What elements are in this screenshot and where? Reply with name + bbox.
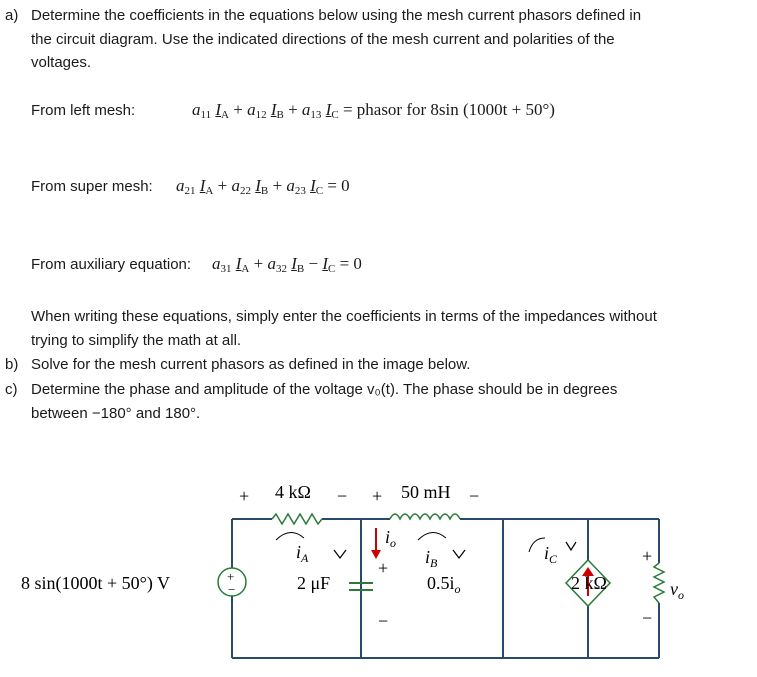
note-line1: When writing these equations, simply enter the coefficients in terms of the impedances without — [31, 308, 657, 325]
part-a-marker: a) — [5, 7, 19, 24]
part-b-text: Solve for the mesh current phasors as defined in the image below. — [31, 356, 471, 373]
left-mesh-equation: $a_{11}$ $I_A + a_{12}$ $I_B + a_{13}$ $I_C$ = phasor for 8sin (1000t + 50°) — [192, 100, 555, 121]
super-mesh-rhs: = 0 — [327, 176, 350, 195]
part-c-line2: between −180° and 180°. — [31, 405, 201, 422]
svg-text:+: + — [227, 569, 235, 584]
mesh-current-ia: $i_A$ — [296, 542, 309, 565]
part-a-line1: Determine the coefficients in the equations below using the mesh current phasors defined in — [31, 7, 642, 24]
l-plus: + — [372, 486, 383, 506]
r1-label: 4 kΩ — [275, 482, 311, 502]
r2-label: 2 kΩ — [571, 573, 607, 593]
super-mesh-label: From super mesh: — [31, 178, 153, 195]
aux-equation: $a_{31}$ $I_A + a_{32}$ $I_B - I_C = 0$ — [212, 254, 362, 275]
left-mesh-label: From left mesh: — [31, 102, 136, 119]
r1-minus: − — [337, 486, 348, 506]
svg-text:−: − — [228, 582, 236, 597]
resistor-2k — [654, 563, 664, 603]
part-b-marker: b) — [5, 356, 19, 373]
inductor-50mh — [390, 514, 460, 519]
part-a-line2: the circuit diagram. Use the indicated directions of the mesh current and polarities of the — [31, 31, 615, 48]
r1-plus: + — [239, 486, 250, 506]
cap-plus: + — [378, 558, 389, 578]
aux-rhs: = 0 — [339, 254, 362, 273]
vo-minus: − — [642, 608, 653, 628]
branch-current-io: $i_o$ — [385, 527, 397, 550]
part-c-marker: c) — [5, 381, 18, 398]
output-voltage-vo: $v_o$ — [670, 579, 684, 602]
note-line2: trying to simplify the math at all. — [31, 332, 242, 349]
left-mesh-rhs: = phasor for 8sin (1000t + 50°) — [342, 100, 555, 119]
resistor-4k — [272, 514, 322, 524]
source-label: 8 sin(1000t + 50°) V — [21, 573, 171, 593]
part-c-line1: Determine the phase and amplitude of the voltage v₀(t). The phase should be in degrees — [31, 381, 618, 398]
cap-minus: − — [378, 611, 389, 631]
capacitor-label: 2 μF — [297, 573, 331, 593]
mesh-current-ic: $i_C$ — [544, 543, 558, 566]
vo-plus: + — [642, 546, 653, 566]
l-minus: − — [469, 486, 480, 506]
dep-source-label: $0.5i_o$ — [427, 573, 461, 596]
inductor-label: 50 mH — [401, 482, 451, 502]
super-mesh-equation: $a_{21}$ $I_A + a_{22}$ $I_B + a_{23}$ $I_C = 0$ — [176, 176, 350, 197]
aux-label: From auxiliary equation: — [31, 256, 192, 273]
mesh-current-ib: $i_B$ — [425, 547, 438, 570]
part-a-line3: voltages. — [31, 54, 92, 71]
